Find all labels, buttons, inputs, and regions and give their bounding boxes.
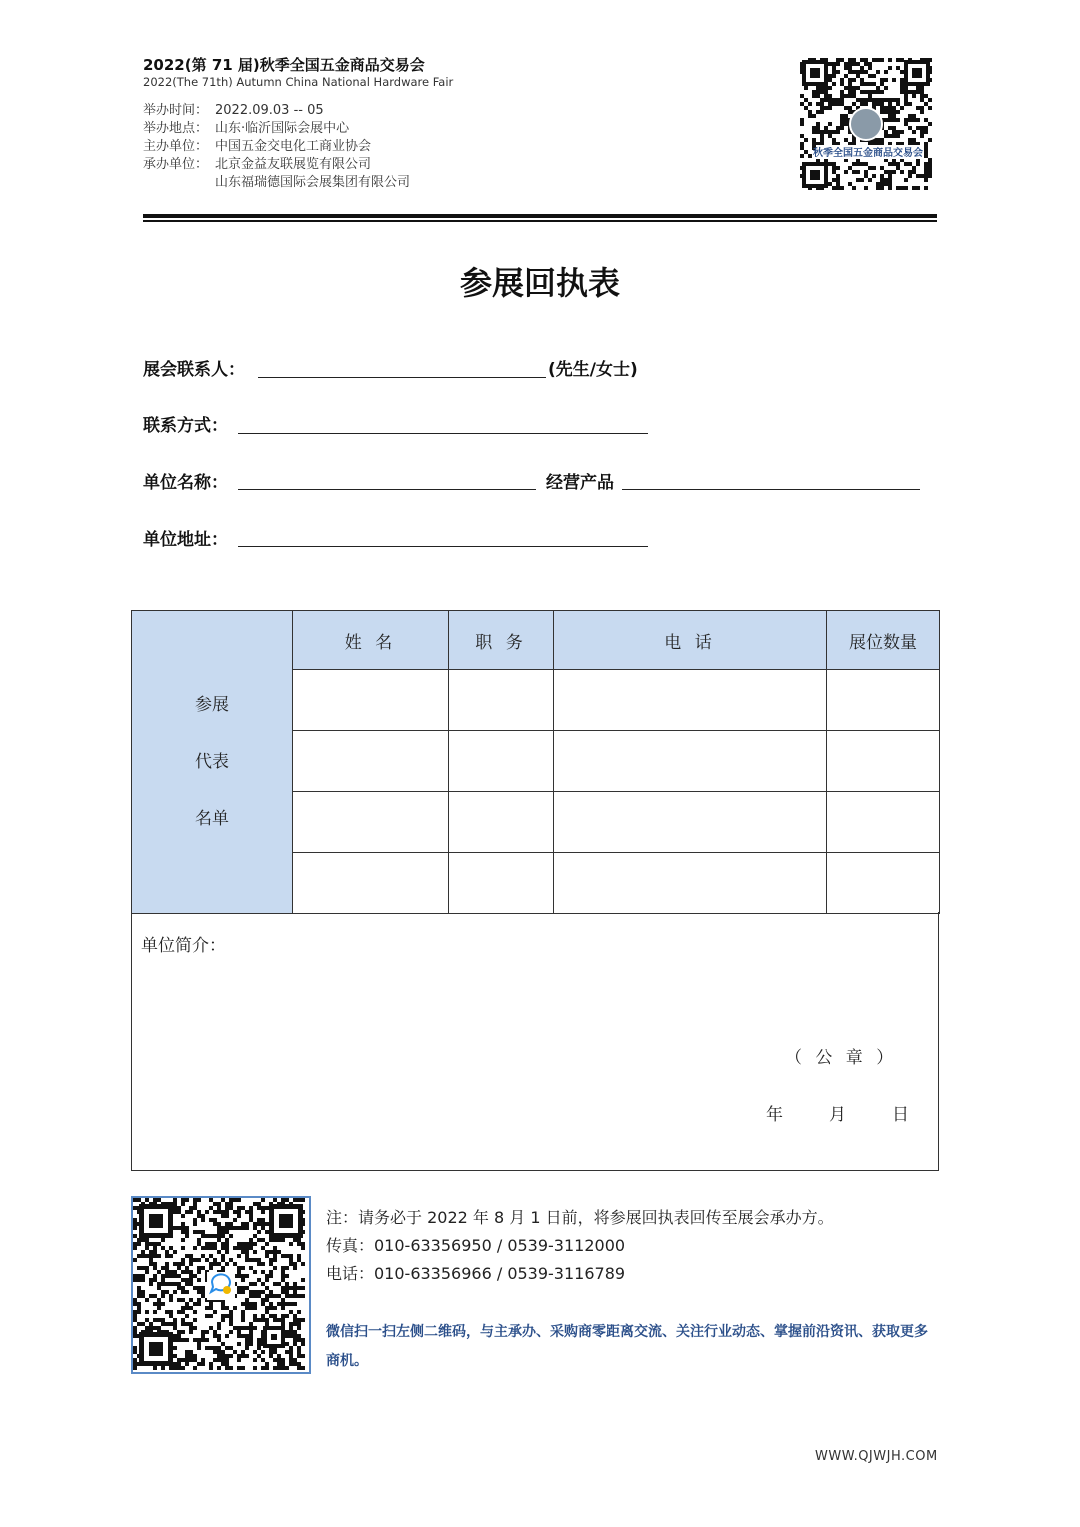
header-name: 姓 名 [293, 611, 449, 670]
header-phone: 电 话 [554, 611, 827, 670]
booth-cell[interactable] [827, 670, 940, 731]
info-value: 山东·临沂国际会展中心 [215, 121, 350, 136]
info-label [143, 174, 215, 192]
info-row-organizer-2 [143, 174, 410, 192]
deadline-note: 注：请务必于 2022 年 8 月 1 日前，将参展回执表回传至展会承办方。 [326, 1208, 834, 1227]
name-cell[interactable] [293, 792, 449, 853]
info-value: 中国五金交电化工商业协会 [215, 139, 372, 154]
company-label: 单位名称： [143, 473, 228, 493]
info-value: 山东福瑞德国际会展集团有限公司 [215, 175, 411, 190]
info-row-venue [143, 120, 410, 138]
company-intro-box[interactable] [131, 912, 939, 1171]
fax-info: 传真：010-63356950 / 0539-3112000 [326, 1236, 626, 1255]
header-divider-thick [143, 214, 937, 218]
info-value: 2022.09.03 -- 05 [215, 103, 324, 118]
phone-cell[interactable] [554, 853, 827, 914]
phone-cell[interactable] [554, 792, 827, 853]
fair-title-english: 2022(The 71th) Autumn China National Hardware Fair [143, 75, 454, 89]
qr-caption: 秋季全国五金商品交易会 [813, 148, 923, 159]
header-divider-thin [143, 220, 937, 222]
products-label: 经营产品 [546, 473, 614, 493]
phone-input[interactable] [238, 433, 648, 434]
date-month: 月 [829, 1105, 846, 1125]
header-position: 职 务 [449, 611, 554, 670]
fair-title: 2022(第 71 届)秋季全国五金商品交易会 [143, 56, 425, 74]
booth-cell[interactable] [827, 792, 940, 853]
fair-info [143, 102, 410, 192]
info-label: 承办单位： [143, 157, 209, 172]
wechat-qr-code [131, 1196, 311, 1374]
contact-input[interactable] [258, 377, 546, 378]
company-input[interactable] [238, 489, 536, 490]
website-link[interactable]: WWW.QJWJH.COM [815, 1449, 938, 1464]
contact-suffix: (先生/女士) [548, 360, 638, 380]
info-value: 北京金益友联展览有限公司 [215, 157, 372, 172]
address-label: 单位地址： [143, 530, 228, 550]
name-cell[interactable] [293, 731, 449, 792]
booth-cell[interactable] [827, 853, 940, 914]
info-row-host [143, 138, 410, 156]
info-label: 主办单位： [143, 139, 209, 154]
tel-info: 电话：010-63356966 / 0539-3116789 [326, 1264, 626, 1283]
wechat-promo: 微信扫一扫左侧二维码，与主承办、采购商零距离交流、关注行业动态、掌握前沿资讯、获取更多商机。 [326, 1324, 928, 1369]
position-cell[interactable] [449, 853, 554, 914]
company-intro-label: 单位简介： [141, 936, 226, 956]
info-row-time [143, 102, 410, 120]
table-side-label [132, 611, 293, 914]
address-input[interactable] [238, 546, 648, 547]
phone-cell[interactable] [554, 670, 827, 731]
products-input[interactable] [622, 489, 920, 490]
booth-cell[interactable] [827, 731, 940, 792]
phone-label: 联系方式： [143, 416, 228, 436]
info-label: 举办时间： [143, 103, 209, 118]
contact-label: 展会联系人： [143, 360, 245, 380]
position-cell[interactable] [449, 731, 554, 792]
date-day: 日 [892, 1105, 909, 1125]
representatives-table [131, 610, 940, 914]
side-line: 代表 [195, 751, 229, 772]
side-line: 参展 [195, 694, 229, 715]
name-cell[interactable] [293, 670, 449, 731]
header-booth-count: 展位数量 [827, 611, 940, 670]
info-row-organizer [143, 156, 410, 174]
date-year: 年 [766, 1105, 783, 1125]
info-label: 举办地点： [143, 121, 209, 136]
form-title: 参展回执表 [459, 264, 620, 302]
official-seal-text: （ 公 章 ） [785, 1048, 898, 1068]
date-row [766, 1100, 909, 1125]
phone-cell[interactable] [554, 731, 827, 792]
side-line: 名单 [195, 808, 229, 829]
position-cell[interactable] [449, 792, 554, 853]
fair-qr-code [800, 58, 932, 190]
position-cell[interactable] [449, 670, 554, 731]
name-cell[interactable] [293, 853, 449, 914]
